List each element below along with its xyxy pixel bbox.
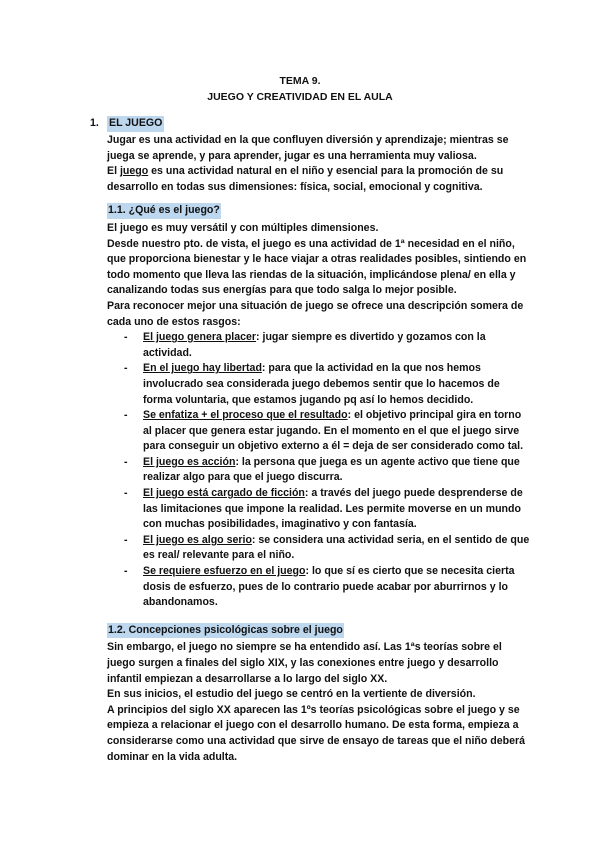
trait-term: En el juego hay libertad [143, 362, 262, 375]
traits-list [107, 330, 530, 611]
trait-term: Se requiere esfuerzo en el juego [143, 565, 306, 578]
trait-term: El juego es acción [143, 455, 236, 468]
dash-bullet-icon: - [124, 331, 128, 344]
list-item [107, 330, 530, 361]
paragraph: En sus inicios, el estudio del juego se centró en la vertiente de diversión. [107, 688, 476, 701]
list-item [107, 408, 530, 455]
dash-bullet-icon: - [124, 455, 128, 468]
subsection-title: 1.2. Concepciones psicológicas sobre el juego [107, 623, 344, 639]
trait-description: : la persona que juega es un agente activo que tiene que realizar algo para que el juego discurra. [143, 455, 520, 484]
trait-term: Se enfatiza + el proceso que el resultado [143, 409, 348, 422]
list-item [107, 486, 530, 533]
text-run: El [107, 165, 120, 178]
trait-description: : a través del juego puede desprenderse de las limitaciones que impone la realidad. Les permite moverse en un mundo con muchas posibilidades, imaginativo y con fantasía. [143, 487, 523, 531]
paragraph: El juego es muy versátil y con múltiples dimensiones. [107, 221, 379, 234]
text-run: es una actividad natural en el niño y esencial para la promoción de su desarrollo en todas sus dimensiones: física, social, emocional y cognitiva. [107, 165, 504, 193]
section-heading-1 [90, 116, 530, 131]
list-item [107, 564, 530, 611]
paragraph: Jugar es una actividad en la que confluyen diversión y aprendizaje; mientras se juega se aprende, y para aprender, jugar es una herramienta muy valiosa. [107, 134, 509, 162]
paragraph: A principios del siglo XX aparecen las 1ºs teorías psicológicas sobre el juego y se empieza a relacionar el juego con el desarrollo humano. De esta forma, empieza a considerarse como una actividad que sirve de ensayo de tareas que el niño deberá dominar en la vida adulta. [107, 703, 526, 763]
list-item [107, 533, 530, 564]
dash-bullet-icon: - [124, 565, 128, 578]
list-item [107, 455, 530, 486]
document-header [0, 73, 600, 105]
section-1-1 [107, 195, 530, 610]
section-title: EL JUEGO [107, 116, 164, 132]
trait-description: : se considera una actividad seria, en el sentido de que es real/ relevante para el niño. [143, 533, 530, 562]
trait-description: : para que la actividad en la que nos hemos involucrado sea considerada juego debemos sentir que lo hacemos de forma voluntaria, que estamos jugando pq así lo hemos decidido. [143, 362, 500, 406]
trait-term: El juego genera placer [143, 331, 257, 344]
paragraph: Sin embargo, el juego no siempre se ha entendido así. Las 1ªs teorías sobre el juego surgen a finales del siglo XIX, y las conexiones entre juego y desarrollo infantil empiezan a desarrollarse a lo largo del siglo XX. [107, 641, 502, 685]
trait-term: El juego es algo serio [143, 533, 252, 546]
topic-number: TEMA 9. [279, 75, 321, 87]
dash-bullet-icon: - [124, 487, 128, 500]
paragraph [107, 164, 530, 195]
document-body [90, 116, 530, 765]
dash-bullet-icon: - [124, 409, 128, 422]
trait-term: El juego está cargado de ficción [143, 487, 305, 500]
trait-description: : lo que sí es cierto que se necesita cierta dosis de esfuerzo, pues de lo contrario puede acabar por aburrirnos y lo abandonamos. [143, 565, 515, 609]
dash-bullet-icon: - [124, 533, 128, 546]
section-1-body [107, 133, 530, 195]
list-item [107, 361, 530, 408]
trait-description: : el objetivo principal gira en torno al placer que genera estar jugando. En el momento en el que el juego sirve para conseguir un objetivo externo a él = deja de ser considerado como tal. [143, 409, 524, 453]
trait-description: : jugar siempre es divertido y gozamos con la actividad. [143, 331, 486, 359]
section-1-2 [107, 611, 530, 765]
paragraph: Para reconocer mejor una situación de juego se ofrece una descripción somera de cada uno de estos rasgos: [107, 299, 524, 328]
paragraph: Desde nuestro pto. de vista, el juego es una actividad de 1ª necesidad en el niño, que proporciona bienestar y le hace viajar a otras realidades posibles, sintiendo en todo momento que lleva las riendas de la situación, implicándose plena/ en ella y canalizando todas sus energías para que todo salga lo mejor posible. [107, 237, 527, 297]
section-number: 1. [90, 117, 99, 129]
document-title: JUEGO Y CREATIVIDAD EN EL AULA [207, 91, 393, 103]
subsection-title: 1.1. ¿Qué es el juego? [107, 203, 221, 219]
underlined-term: juego [119, 165, 149, 178]
dash-bullet-icon: - [124, 362, 128, 375]
